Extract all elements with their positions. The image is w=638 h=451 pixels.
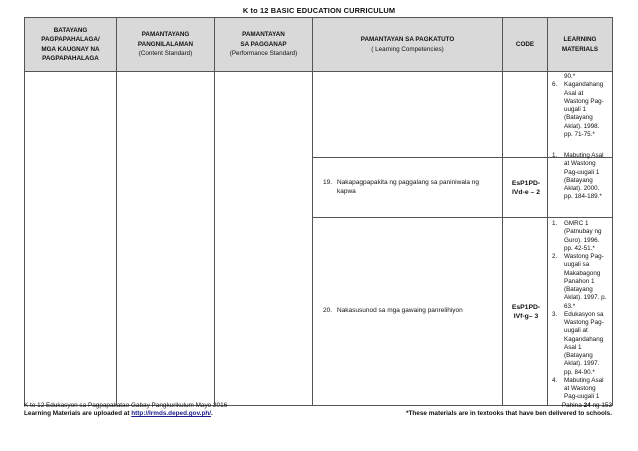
competency-text: Nakapagpapakita ng paggalang sa paniniwala ng kapwa xyxy=(337,179,480,195)
table-row xyxy=(25,72,613,158)
competency-number: 19. xyxy=(323,179,333,186)
header-content-line: PANGNILALAMAN xyxy=(137,40,194,48)
competency-number: 20. xyxy=(323,307,333,315)
header-competencies-subtitle: ( Learning Competencies) xyxy=(371,45,444,53)
material-item xyxy=(548,81,612,139)
footer-guide-title: K to 12 Edukasyon sa Pagpapakatao Gabay Pangkurikulum Mayo 2016 xyxy=(24,402,228,409)
material-item xyxy=(548,311,612,377)
code-line: EsP1PD- xyxy=(511,179,541,187)
header-materials xyxy=(548,18,613,72)
code-line: IVd-e – 2 xyxy=(512,188,540,196)
material-item xyxy=(548,377,612,402)
material-text: GMRC 1 (Patnubay ng Guro). 1996. pp. 42-51.* xyxy=(564,220,602,252)
material-item xyxy=(548,73,612,81)
header-content-line: PAMANTAYANG xyxy=(141,31,190,39)
material-item xyxy=(548,253,612,311)
header-performance-line: SA PAGGANAP xyxy=(240,40,287,48)
page-current: 24 xyxy=(583,402,591,409)
materials-cell xyxy=(548,72,613,158)
footer-materials-note: *These materials are in textooks that have ben delivered to schools. xyxy=(406,410,612,417)
header-content-subtitle: (Content Standard) xyxy=(138,50,193,58)
upload-note-period: . xyxy=(211,410,213,417)
header-competencies xyxy=(313,18,503,72)
material-number xyxy=(552,73,564,81)
competency-item xyxy=(313,179,502,196)
material-text: Mabuting Asal at Wastong Pag-uugali 1 xyxy=(564,376,604,401)
curriculum-table xyxy=(24,17,613,406)
material-number: 1. xyxy=(552,220,558,227)
header-materials-line: LEARNING xyxy=(563,36,597,43)
code-cell xyxy=(503,72,548,158)
competency-text: Nakasusunod sa mga gawaing panrelihiyon xyxy=(337,307,463,315)
material-number: 1. xyxy=(552,152,558,159)
material-number: 2. xyxy=(552,253,558,260)
material-text: Kagandahang Asal at Wastong Pag-uugali 1 (Batayang Aklat). 1998. pp. 71-75.* xyxy=(564,81,604,138)
header-performance-subtitle: (Performance Standard) xyxy=(229,50,298,58)
header-code-label: CODE xyxy=(515,40,535,48)
header-materials-line: MATERIALS xyxy=(561,45,599,53)
content-standard-cell xyxy=(117,72,215,406)
code-cell xyxy=(503,158,548,218)
material-number: 4. xyxy=(552,376,558,384)
header-domain-line: PAGPAPAHALAGA xyxy=(42,55,99,62)
material-item xyxy=(548,220,612,253)
page-suffix: ng 153 xyxy=(592,402,612,409)
lrmds-link[interactable]: http://lrmds.deped.gov.ph/ xyxy=(131,410,212,417)
document-title: K to 12 BASIC EDUCATION CURRICULUM xyxy=(242,6,396,15)
code-cell xyxy=(503,218,548,406)
footer-page-number xyxy=(562,402,612,409)
footer-upload-note xyxy=(24,410,213,417)
upload-note-text: Learning Materials are uploaded at xyxy=(24,410,130,417)
material-number: 6. xyxy=(552,81,558,89)
competency-item xyxy=(313,307,502,316)
materials-cell xyxy=(548,218,613,406)
header-domain-line: PAGPAPAHALAGA/ xyxy=(41,36,100,43)
material-text: Edukasyon sa Wastong Pag-uugali at Kagandahang Asal 1 (Batayang Aklat). 1997. pp. 84-90.* xyxy=(564,310,604,376)
table-header-row xyxy=(25,18,613,72)
competency-cell xyxy=(313,158,503,218)
performance-standard-cell xyxy=(215,72,313,406)
competency-cell xyxy=(313,218,503,406)
material-text: Mabuting Asal at Wastong Pag-uugali 1 (Batayang Aklat). 2000. pp. 184-189.* xyxy=(564,152,604,201)
header-domain-line: MGA KAUGNAY NA xyxy=(41,45,100,53)
header-competencies-line: PAMANTAYAN SA PAGKATUTO xyxy=(360,36,455,43)
domain-cell xyxy=(25,72,117,406)
material-number: 3. xyxy=(552,310,558,318)
material-text: Wastong Pag-uugali sa Makabagong Panahon 1 (Batayang Aklat). 1997. p. 63.* xyxy=(564,253,607,310)
material-item xyxy=(548,152,612,202)
page-prefix: Pahina xyxy=(561,402,582,409)
code-line: IVf-g– 3 xyxy=(513,312,539,320)
material-text: 90.* xyxy=(564,73,576,80)
code-line: EsP1PD- xyxy=(511,303,541,311)
materials-cell xyxy=(548,152,613,218)
header-domain xyxy=(25,18,117,72)
header-content-standard xyxy=(117,18,215,72)
header-performance-line: PAMANTAYAN xyxy=(242,31,285,39)
competency-cell xyxy=(313,72,503,158)
header-domain-line: BATAYANG xyxy=(53,26,88,34)
header-performance-standard xyxy=(215,18,313,72)
header-code xyxy=(503,18,548,72)
